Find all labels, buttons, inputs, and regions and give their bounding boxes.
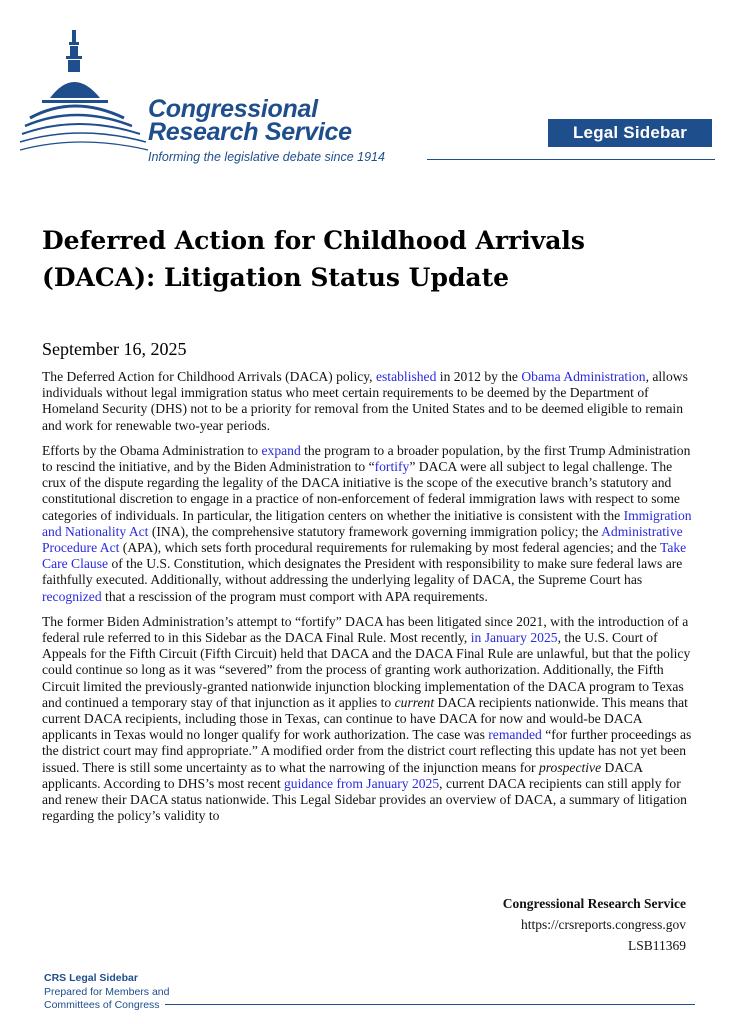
paragraph-text: ” DACA were all subject to legal challenge. The crux of the dispute regarding the legality of the DACA initiative is the scope of the executive branch’s statutory and constitutional discretion to engage in a practice of non-enforcement of federal immigration laws with respect to some categories of individuals. In particular, the litigation centers on whether the initiative is consistent with the [42, 459, 680, 523]
body-paragraph [42, 614, 694, 825]
title-line-1: Deferred Action for Childhood Arrivals [42, 226, 585, 255]
publication-date: September 16, 2025 [42, 339, 187, 359]
paragraph-text: Efforts by the Obama Administration to [42, 442, 262, 458]
inline-link[interactable]: recognized [42, 588, 102, 604]
emphasis-text: prospective [538, 759, 602, 775]
inline-link[interactable]: Immigration and Nationality Act [42, 507, 692, 539]
paragraph-text: in 2012 by the [436, 369, 522, 384]
inline-link[interactable]: guidance from January 2025 [284, 775, 440, 791]
emphasis-text: current [394, 694, 435, 710]
title-line-2: (DACA): Litigation Status Update [42, 263, 510, 292]
inline-link[interactable]: expand [261, 442, 301, 458]
legal-sidebar-badge: Legal Sidebar [548, 119, 712, 147]
paragraph-text: The Deferred Action for Childhood Arrivals (DACA) policy, [42, 369, 376, 384]
paragraph-text: , the U.S. Court of Appeals for the Fifth Circuit (Fifth Circuit) held that DACA and the DACA Final Rule are unlawful, but that the policy could continue so long as it was “severed” from the process of granting work authorization. Additionally, the Fifth Circuit limited the previously-granted nationwide injunction blocking implementation of the DACA program to Texas and continued a temporary stay of that injunction as it applies to [42, 630, 691, 710]
body-text [42, 369, 694, 833]
crs-tagline: Informing the legislative debate since 1914 [148, 150, 385, 164]
paragraph-text: , current DACA recipients can still apply for and renew their DACA status nationwide. This Legal Sidebar provides an overview of DACA, a summary of litigation regarding the policy’s validity to [42, 775, 687, 824]
report-header [0, 0, 741, 175]
inline-link[interactable]: fortify [374, 459, 410, 475]
paragraph-text: “for further proceedings as the district court may find appropriate.” A modified order from the district court reflecting this update has not yet been issued. There is still some uncertainty as to what the narrowing of the injunction means for [42, 727, 692, 775]
footer-series-label [44, 972, 169, 1013]
body-paragraph [42, 443, 694, 605]
body-paragraph [42, 369, 694, 434]
paragraph-text: DACA applicants. According to DHS’s most recent [42, 759, 643, 791]
footer-rule [165, 1004, 695, 1005]
footer-series-title: CRS Legal Sidebar [44, 972, 138, 984]
paragraph-text: of the U.S. Constitution, which designates the President with responsibility to make sure federal laws are faithfully executed. Additionally, without addressing the underlying legality of DACA, the Supreme Court has [42, 556, 683, 588]
inline-link[interactable]: remanded [488, 727, 542, 743]
footer-product-id: LSB11369 [627, 938, 686, 953]
page-title [42, 222, 702, 296]
inline-link[interactable]: Obama Administration [521, 369, 646, 384]
paragraph-text: The former Biden Administration’s attempt to “fortify” DACA has been litigated since 2021, with the introduction of a federal rule referred to in this Sidebar as the DACA Final Rule. Most recently, [42, 613, 689, 646]
tagline-rule [427, 159, 715, 160]
inline-link[interactable]: Administrative Procedure Act [42, 523, 683, 556]
footer-series-line3: Committees of Congress [44, 999, 160, 1011]
inline-link[interactable]: in January 2025 [470, 630, 558, 646]
inline-link[interactable]: Take Care Clause [42, 540, 687, 572]
crs-wordmark [148, 95, 352, 146]
footer-citation [503, 893, 686, 956]
paragraph-text: (APA), which sets forth procedural requirements for rulemaking by most federal agencies; and the [119, 540, 660, 556]
footer-org: Congressional Research Service [502, 896, 686, 911]
paragraph-text: (INA), the comprehensive statutory framework governing immigration policy; the [148, 523, 602, 539]
inline-link[interactable]: established [375, 369, 437, 384]
crs-wordmark-line1: Congressional [148, 95, 318, 123]
crs-wordmark-line2: Research Service [148, 118, 352, 146]
footer-series-line2: Prepared for Members and [44, 985, 170, 998]
paragraph-text: , allows individuals without legal immigration status who meet certain requirements to be deemed by the Department of Homeland Security (DHS) not to be a priority for removal from the United States and to be deemed eligible to remain and work for renewable two-year periods. [42, 369, 688, 433]
paragraph-text: that a rescission of the program must comport with APA requirements. [101, 588, 488, 604]
capitol-dome-icon [20, 28, 150, 168]
footer-url[interactable]: https://crsreports.congress.gov [521, 917, 686, 932]
paragraph-text: DACA recipients nationwide. This means that current DACA recipients, including those in Texas, can continue to have DACA for now and would-be DACA applicants in Texas would no longer qualify for work authorization. The case was [42, 694, 688, 743]
paragraph-text: the program to a broader population, by the first Trump Administration to rescind the initiative, and by the Biden Administration to “ [42, 442, 691, 475]
